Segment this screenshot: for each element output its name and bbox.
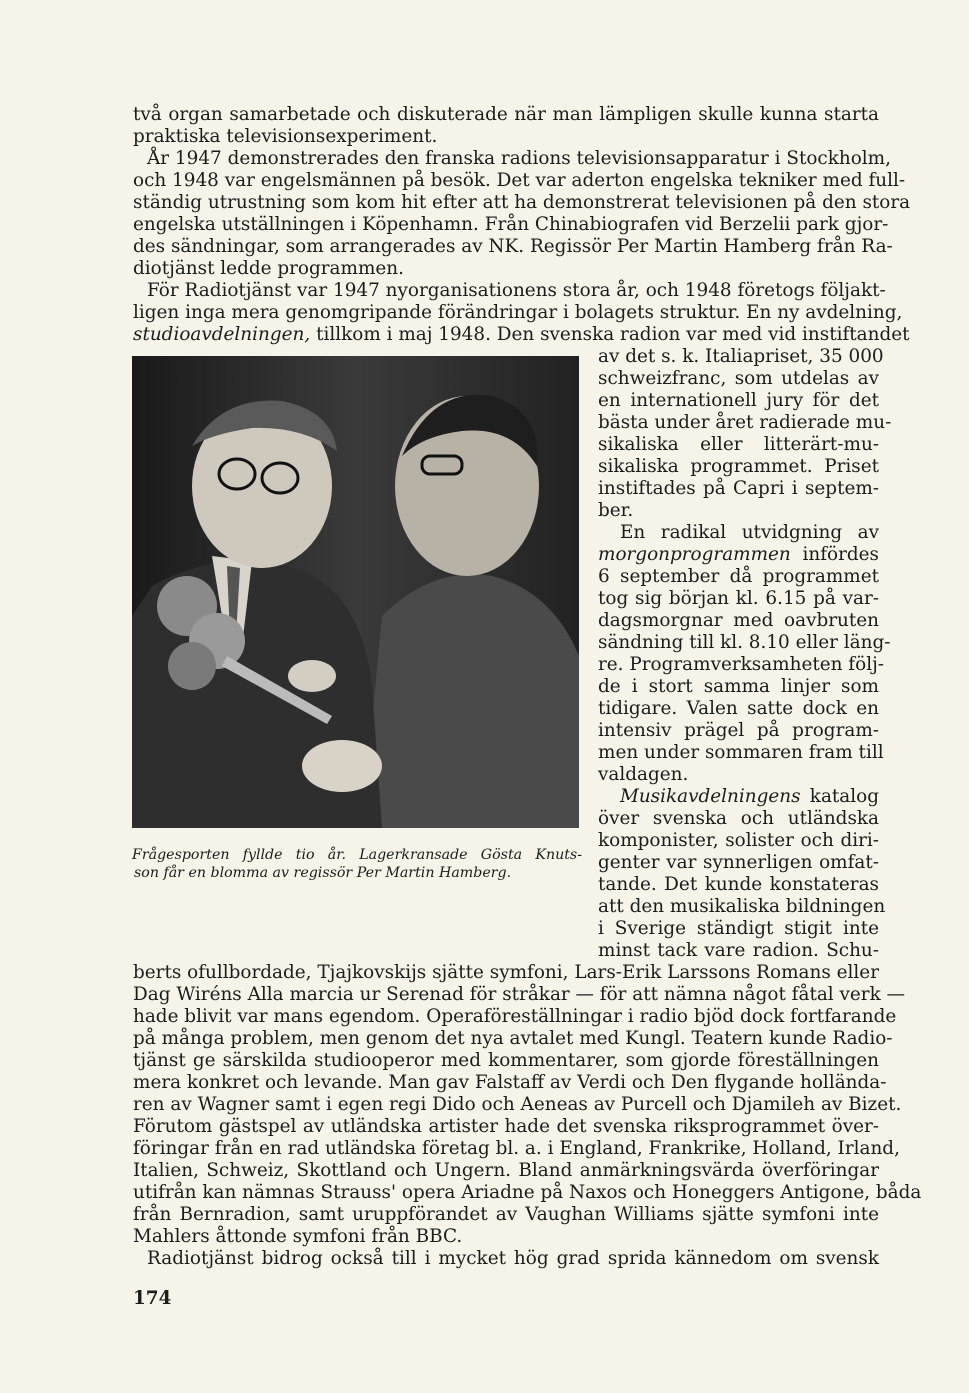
- column-line: schweizfranc, som utdelas av: [598, 368, 879, 389]
- italic-term: Musikavdelningens: [620, 786, 801, 807]
- page-number: 174: [133, 1288, 172, 1309]
- body-line: År 1947 demonstrerades den franska radions televisionsapparatur i Stockholm,: [147, 148, 891, 169]
- column-line: [598, 786, 879, 808]
- column-line: men under sommaren fram till: [598, 742, 884, 763]
- body-text: tillkom i maj 1948. Den svenska radion var med vid instiftandet: [310, 324, 910, 345]
- photo-caption-line: Frågesporten fyllde tio år. Lagerkransade Gösta Knuts-: [132, 847, 582, 863]
- photo-two-men-handshake: [132, 356, 579, 828]
- body-text: infördes: [790, 544, 879, 565]
- column-line: tande. Det kunde konstateras: [598, 874, 879, 895]
- column-line: minst tack vare radion. Schu-: [598, 940, 879, 961]
- column-line: sändning till kl. 8.10 eller läng-: [598, 632, 891, 653]
- body-line: på många problem, men genom det nya avtalet med Kungl. Teatern kunde Radio-: [133, 1028, 893, 1049]
- body-line: Radiotjänst bidrog också till i mycket hög grad sprida kännedom om svensk: [147, 1248, 879, 1269]
- body-line: tjänst ge särskilda studiooperor med kommentarer, som gjorde föreställningen: [133, 1050, 879, 1071]
- column-line: i Sverige ständigt stigit inte: [598, 918, 879, 939]
- body-line: berts ofullbordade, Tjajkovskijs sjätte symfoni, Lars-Erik Larssons Romans eller: [133, 962, 879, 983]
- body-line: För Radiotjänst var 1947 nyorganisationens stora år, och 1948 företogs följakt-: [147, 280, 886, 301]
- column-line: [598, 544, 879, 566]
- body-line: Förutom gästspel av utländska artister hade det svenska riksprogrammet över-: [133, 1116, 879, 1137]
- body-line: Italien, Schweiz, Skottland och Ungern. Bland anmärkningsvärda överföringar: [133, 1160, 879, 1181]
- body-line: Dag Wiréns Alla marcia ur Serenad för stråkar — för att nämna något fåtal verk —: [133, 984, 905, 1005]
- body-line: och 1948 var engelsmännen på besök. Det var aderton engelska tekniker med full-: [133, 170, 906, 191]
- column-line: bästa under året radierade mu-: [598, 412, 892, 433]
- column-line: att den musikaliska bildningen: [598, 896, 886, 917]
- italic-term: studioavdelningen,: [133, 324, 311, 345]
- column-line: sikaliska programmet. Priset: [598, 456, 879, 477]
- body-line: [133, 324, 910, 346]
- column-line: över svenska och utländska: [598, 808, 879, 829]
- column-line: en internationell jury för det: [598, 390, 879, 411]
- column-line: re. Programverksamheten följ-: [598, 654, 884, 675]
- column-line: de i stort samma linjer som: [598, 676, 879, 697]
- italic-term: morgonprogrammen: [598, 544, 791, 565]
- body-line: hade blivit var mans egendom. Operaföreställningar i radio bjöd dock fortfarande: [133, 1006, 897, 1027]
- column-line: genter var synnerligen omfat-: [598, 852, 879, 873]
- column-line: valdagen.: [598, 764, 689, 785]
- column-line: av det s. k. Italiapriset, 35 000: [598, 346, 884, 367]
- body-line: från Bernradion, samt uruppförandet av Vaughan Williams sjätte symfoni inte: [133, 1204, 879, 1225]
- column-line: instiftades på Capri i septem-: [598, 478, 879, 499]
- column-line: En radikal utvidgning av: [620, 522, 879, 543]
- column-line: dagsmorgnar med oavbruten: [598, 610, 879, 631]
- column-line: 6 september då programmet: [598, 566, 879, 587]
- body-line: diotjänst ledde programmen.: [133, 258, 404, 279]
- photo-caption-line: son får en blomma av regissör Per Martin Hamberg.: [134, 865, 512, 881]
- column-line: sikaliska eller litterärt-mu-: [598, 434, 879, 455]
- body-line: Mahlers åttonde symfoni från BBC.: [133, 1226, 463, 1247]
- column-line: tog sig början kl. 6.15 på var-: [598, 588, 879, 609]
- body-line: utifrån kan nämnas Strauss' opera Ariadne på Naxos och Honeggers Antigone, båda: [133, 1182, 922, 1203]
- photo-illustration: [132, 356, 579, 828]
- column-line: komponister, solister och diri-: [598, 830, 879, 851]
- body-line: ren av Wagner samt i egen regi Dido och Aeneas av Purcell och Djamileh av Bizet.: [133, 1094, 902, 1115]
- column-line: ber.: [598, 500, 634, 521]
- body-line: ständig utrustning som kom hit efter att ha demonstrerat televisionen på den stora: [133, 192, 911, 213]
- body-line: engelska utställningen i Köpenhamn. Från Chinabiografen vid Berzelii park gjor-: [133, 214, 889, 235]
- column-line: tidigare. Valen satte dock en: [598, 698, 879, 719]
- body-line: föringar från en rad utländska företag bl. a. i England, Frankrike, Holland, Irland,: [133, 1138, 900, 1159]
- body-line: mera konkret och levande. Man gav Falstaff av Verdi och Den flygande hollända-: [133, 1072, 887, 1093]
- body-line: praktiska televisionsexperiment.: [133, 126, 438, 147]
- column-line: intensiv prägel på program-: [598, 720, 879, 741]
- body-text: katalog: [800, 786, 879, 807]
- body-line: två organ samarbetade och diskuterade när man lämpligen skulle kunna starta: [133, 104, 879, 125]
- body-line: ligen inga mera genomgripande förändringar i bolagets struktur. En ny avdelning,: [133, 302, 903, 323]
- body-line: des sändningar, som arrangerades av NK. Regissör Per Martin Hamberg från Ra-: [133, 236, 893, 257]
